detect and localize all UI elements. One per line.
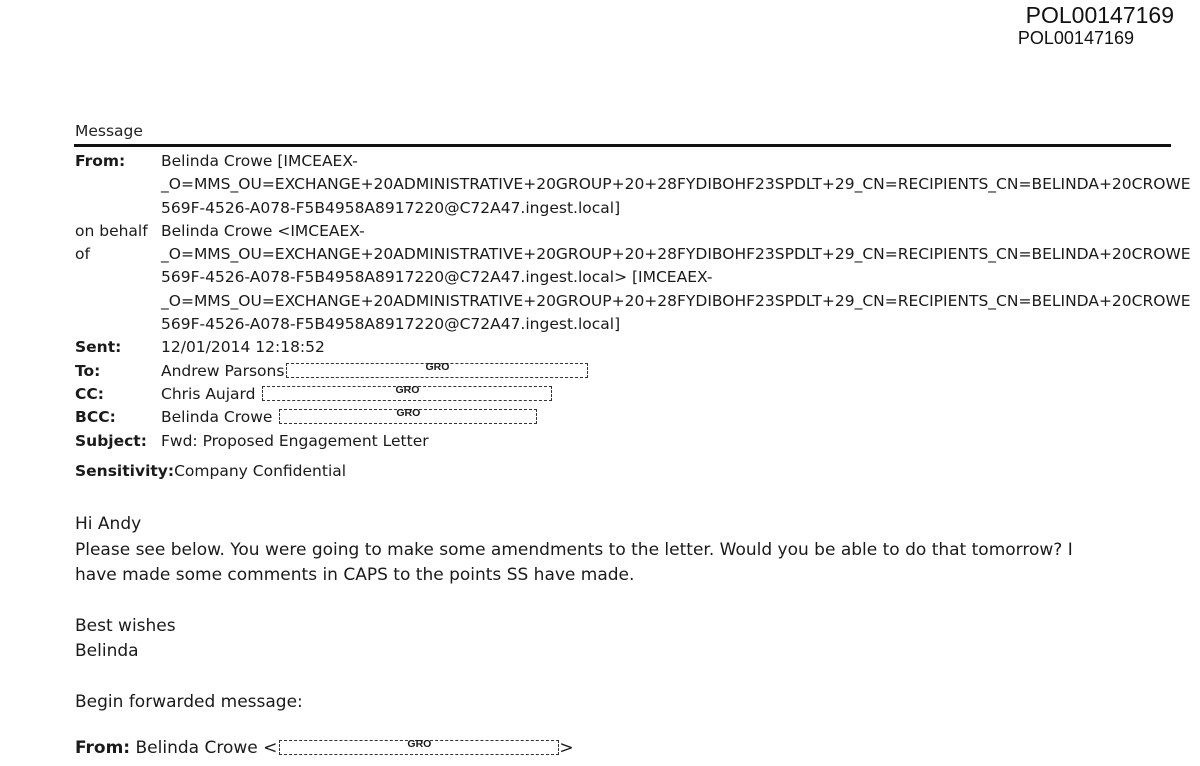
behalf-line: 569F-4526-A078-F5B4958A8917220@C72A47.ingest.local> [IMCEAEX-: [161, 268, 713, 287]
from-line: Belinda Crowe [IMCEAEX-: [161, 152, 358, 170]
greeting: Hi Andy: [75, 514, 142, 534]
message-body: [75, 512, 1185, 715]
spacer: [75, 589, 1185, 614]
redaction-box: [262, 383, 552, 401]
behalf-line: _O=MMS_OU=EXCHANGE+20ADMINISTRATIVE+20GROUP+20+28FYDIBOHF23SPDLT+29_CN=RECIPIENTS_CN=BELINDA+20CROWE: [161, 291, 1191, 310]
behalf-label: [75, 220, 161, 336]
open-bracket: <: [263, 738, 278, 758]
signature-name: Belinda: [75, 641, 139, 661]
cc-row: [75, 383, 1185, 406]
behalf-line: Belinda Crowe <IMCEAEX-: [161, 221, 365, 240]
redaction-label: GRO: [395, 383, 420, 396]
redaction-label: GRO: [425, 360, 450, 373]
redaction-label: GRO: [407, 738, 432, 750]
redaction-box: [286, 360, 588, 378]
from-line: _O=MMS_OU=EXCHANGE+20ADMINISTRATIVE+20GROUP+20+28FYDIBOHF23SPDLT+29_CN=RECIPIENTS_CN=BELINDA+20CROWE: [161, 175, 1191, 194]
bcc-label: BCC:: [75, 408, 116, 427]
header-rule: [74, 144, 1171, 147]
body-line: have made some comments in CAPS to the points SS have made.: [75, 565, 635, 585]
forwarded-from-line: [75, 738, 574, 758]
sensitivity-value: Company Confidential: [174, 462, 347, 480]
to-row: [75, 360, 1185, 383]
from-label: From:: [75, 152, 126, 170]
behalf-line: 569F-4526-A078-F5B4958A8917220@C72A47.ingest.local]: [161, 315, 621, 334]
behalf-label-line: on behalf: [75, 221, 148, 240]
cc-label: CC:: [75, 384, 104, 403]
sent-value: 12/01/2014 12:18:52: [161, 338, 325, 357]
subject-row: [75, 430, 1185, 453]
message-label: Message: [75, 122, 143, 140]
closing-line: Best wishes: [75, 615, 176, 636]
forward-intro: Begin forwarded message:: [75, 691, 303, 712]
redaction-label: GRO: [396, 407, 421, 420]
behalf-row: [75, 220, 1191, 336]
sensitivity-line: [75, 462, 346, 480]
from-row: [75, 150, 1191, 220]
bcc-name: Belinda Crowe: [161, 408, 273, 427]
behalf-value: [161, 220, 1191, 336]
to-label: To:: [75, 361, 101, 380]
close-bracket: >: [559, 738, 574, 758]
spacer: [75, 665, 1185, 690]
to-name: Andrew Parsons: [161, 361, 285, 380]
bcc-row: [75, 406, 1185, 429]
forwarded-from-label: From:: [75, 738, 131, 758]
sent-row: [75, 336, 1185, 359]
document-id-small: POL00147169: [1017, 28, 1134, 48]
redaction-box: [279, 740, 559, 755]
sent-label: Sent:: [75, 338, 122, 357]
document-id-large: POL00147169: [1025, 2, 1174, 28]
from-value: [161, 150, 1191, 220]
sensitivity-label: Sensitivity:: [75, 462, 175, 480]
cc-value: [161, 383, 1185, 406]
bcc-value: [161, 406, 1185, 429]
subject-label: Subject:: [75, 431, 147, 450]
behalf-label-line: of: [75, 245, 90, 264]
cc-name: Chris Aujard: [161, 384, 256, 403]
redaction-box: [279, 409, 537, 424]
behalf-line: _O=MMS_OU=EXCHANGE+20ADMINISTRATIVE+20GROUP+20+28FYDIBOHF23SPDLT+29_CN=RECIPIENTS_CN=BELINDA+20CROWE: [161, 245, 1191, 264]
to-value: [161, 360, 1185, 383]
from-line: 569F-4526-A078-F5B4958A8917220@C72A47.ingest.local]: [161, 198, 621, 217]
subject-value: Fwd: Proposed Engagement Letter: [161, 431, 429, 450]
body-line: Please see below. You were going to make some amendments to the letter. Would you be able to do that tomorrow? I: [75, 539, 1073, 560]
message-header: [75, 150, 1191, 453]
forwarded-from-name: Belinda Crowe: [135, 738, 258, 758]
